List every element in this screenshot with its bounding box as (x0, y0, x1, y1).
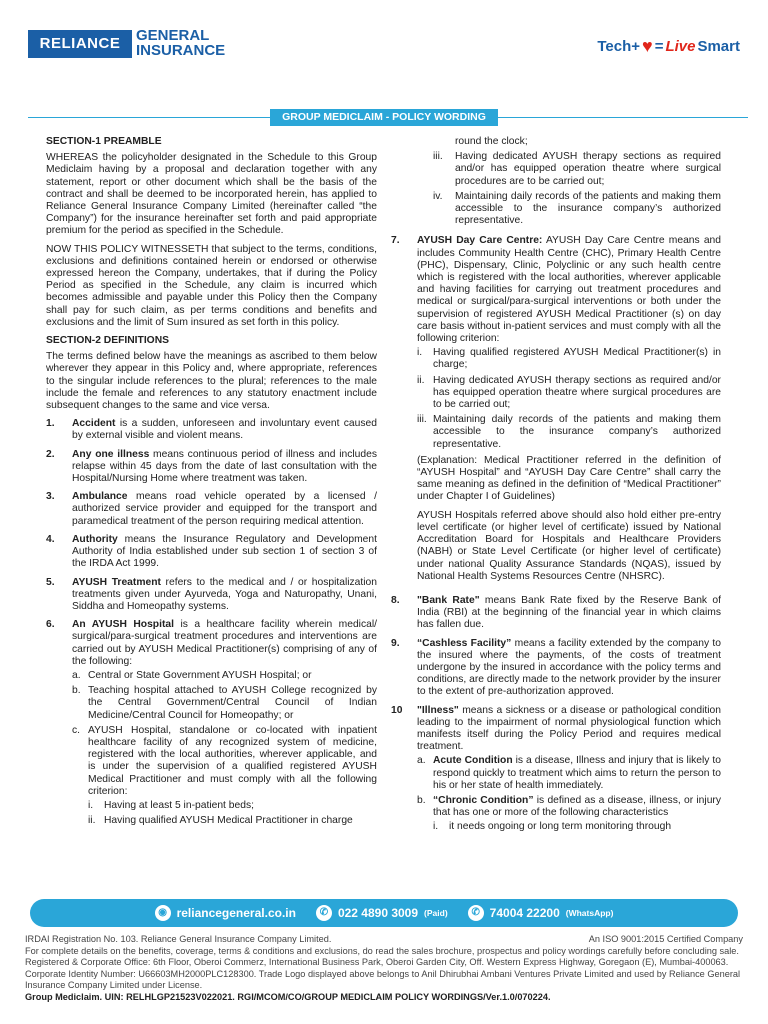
sub-sub-item (433, 821, 721, 833)
definition-text: means a facility extended by the company to the insured where the payments, of the costs of treatment undergone by the insured in accordance with the policy terms and conditions, are directly made to the network provider by the insurer to the extent of pre-authorization approved. (417, 637, 721, 698)
sub-item (72, 670, 377, 682)
divider-right (498, 117, 748, 118)
section-2-title: SECTION-2 DEFINITIONS (46, 335, 169, 347)
logo-line-general: GENERAL (136, 27, 210, 44)
sub-item-letter: b. (417, 794, 426, 806)
sub-item (417, 414, 721, 451)
preamble-paragraph-2: NOW THIS POLICY WITNESSETH that subject to the terms, conditions, exclusions and definitions contained herein or endorsed or otherwise expressed hereon the Company, undertakes, that if during the Policy Period as specified in the Schedule, any claim is incurred which becomes admissible and payable under this Policy then the Company shall pay for such claim, as per terms conditions and benefits and exclusions and the limit of Sum insured as set forth in this policy. (46, 243, 377, 328)
sub-sub-item-text: Having dedicated AYUSH therapy sections as required and/or has equipped operation theatre where surgical procedures are to be carried out; (455, 151, 721, 187)
irdai-registration: IRDAI Registration No. 103. Reliance General Insurance Company Limited. (25, 934, 332, 944)
sub-item-numeral: i. (417, 347, 423, 359)
definition-number: 1. (46, 418, 55, 430)
definition-item (46, 418, 377, 442)
tagline-tech: Tech+ (597, 38, 640, 55)
definition-number: 4. (46, 533, 55, 545)
definition-number: 6. (46, 619, 55, 631)
sub-item-numeral: iii. (417, 414, 427, 426)
sub-sub-item-text: Maintaining daily records of the patients and making them accessible to the insurance company’s authorized representative. (455, 190, 721, 227)
whatsapp-note: (WhatsApp) (565, 908, 614, 918)
phone-icon: ✆ (316, 905, 332, 921)
definition-number: 7. (391, 235, 400, 247)
explanation-paragraph: (Explanation: Medical Practitioner referred in the definition of “AYUSH Hospital” and “AYUSH Day Care Centre” shall carry the same meaning as defined in the definition of “Medical Practitioner” under Chapter I of Guidelines) (417, 454, 721, 503)
definition-text: is a sudden, unforeseen and involuntary event caused by external visible and violent means. (72, 418, 377, 442)
definition-number: 3. (46, 491, 55, 503)
definition-item (391, 235, 721, 588)
definitions-intro: The terms defined below have the meanings as ascribed to them below wherever they appear in this Policy and, where appropriate, references to the singular include references to the plural; references to the male include the female and references to any statutory enactment include subsequent changes to the same and vice versa. (46, 351, 377, 412)
definition-text: means a sickness or a disease or pathological condition leading to the impairment of normal physiological function which manifests itself during the Policy Period and requires medical treatment. (417, 704, 721, 753)
sub-sub-item-text: it needs ongoing or long term monitoring through (449, 821, 672, 833)
divider-left (28, 117, 270, 118)
tagline-live: Live (665, 38, 696, 55)
definition-term: Ambulance (72, 491, 128, 503)
sub-sub-item-numeral: iv. (433, 190, 443, 202)
phone-number[interactable]: 022 4890 3009 (337, 906, 419, 920)
tagline-smart: Smart (697, 38, 740, 55)
sub-sub-item (88, 800, 377, 812)
definition-number: 5. (46, 576, 55, 588)
sub-item (417, 755, 721, 792)
sub-item-letter: a. (72, 669, 81, 681)
definition-item (391, 638, 721, 699)
page-header (0, 0, 768, 95)
definition-text: AYUSH Day Care Centre means and includes Community Health Centre (CHC), Primary Health Centre (PHC), Dispensary, Clinic, Polyclinic or any such health centre which is registered with the local authorities, wherever applicable and having facilities for carrying out treatment procedures and medical or surgical/para-surgical interventions or both under the supervision of registered AYUSH Medical Practitioner (s) on day care basis without in-patient services and must comply with all the following criterion: (417, 235, 722, 345)
right-column (391, 136, 721, 846)
definition-text: means Bank Rate fixed by the Reserve Bank of India (RBI) at the beginning of the financial year in which claims has fallen due. (417, 594, 721, 631)
definition-term: Authority (72, 533, 118, 545)
tagline-equals: = (654, 38, 664, 55)
sub-item-text: AYUSH Hospital, standalone or co-located with inpatient healthcare facility of any recognized system of medicine, registered with the local authorities, wherever applicable, and is under the supervision of a qualified registered AYUSH Medical Practitioner and must comply with all the following criterion: (88, 724, 377, 797)
definition-item (391, 705, 721, 840)
general-insurance-logo-text (136, 28, 225, 58)
sub-item-text: Having dedicated AYUSH therapy sections as required and/or has equipped operation theatre where surgical procedures are to be carried out; (433, 374, 721, 411)
definition-item (46, 449, 377, 486)
whatsapp-contact[interactable] (468, 905, 614, 921)
sub-sub-item (433, 191, 721, 228)
definition-item (46, 491, 377, 528)
sub-item-text: is a disease, Illness and injury that is likely to respond quickly to treatment which aims to return the person to his or her state of health immediately. (433, 755, 721, 791)
preamble-paragraph-1: WHEREAS the policyholder designated in the Schedule to this Group Mediclaim having by a proposal and declaration together with any statement, report or other document which shall be the basis of the contract and shall be deemed to be incorporated herein, has applied to Reliance General Insurance Company Limited (hereinafter called “the Company”) for the insurance hereinafter set forth and paid appropriate premium for the period as specified in the Schedule. (46, 152, 377, 237)
sub-sub-item-numeral: ii. (88, 815, 96, 827)
definition-term: "Illness" (417, 704, 459, 716)
contact-bar (30, 899, 738, 927)
definition-text: means continuous period of illness and includes relapse within 45 days from the date of last consultation with the Hospital/Nursing Home where treatment was taken. (72, 448, 377, 485)
sub-item (72, 685, 377, 722)
sub-item-term: “Chronic Condition” (433, 794, 534, 806)
sub-item-text: Maintaining daily records of the patients and making them accessible to the insurance company’s authorized representative. (433, 414, 721, 450)
heart-icon: ♥ (642, 36, 653, 56)
sub-item-text: is defined as a disease, illness, or injury that has one or more of the following characteristics (433, 794, 722, 819)
definition-item (46, 534, 377, 571)
sub-item (417, 795, 721, 837)
globe-icon: ◉ (155, 905, 171, 921)
section-1-title: SECTION-1 PREAMBLE (46, 136, 162, 147)
whatsapp-icon: ✆ (468, 905, 484, 921)
definition-number: 10 (391, 704, 403, 716)
sub-item-numeral: ii. (417, 374, 425, 386)
sub-sub-item (433, 151, 721, 188)
definition-text: means road vehicle operated by a licensed / authorized service provider and equipped for the transport and paramedical treatment of the person requiring medical attention. (72, 491, 377, 527)
iso-certification: An ISO 9001:2015 Certified Company (588, 934, 743, 944)
definition-number: 8. (391, 594, 400, 606)
phone-note: (Paid) (424, 908, 448, 918)
footer-uin: Group Mediclaim. UIN: RELHLGP21523V022021. RGI/MCOM/CO/GROUP MEDICLAIM POLICY WORDINGS/Ver.1.0/070224. (25, 991, 551, 1002)
definition-term: An AYUSH Hospital (72, 619, 174, 631)
definition-term: “Cashless Facility” (417, 637, 512, 649)
definition-text: is a healthcare facility wherein medical/ surgical/para-surgical treatment procedures and interventions are carried out by AYUSH Medical Practitioner(s) comprising of any of the following: (72, 619, 377, 667)
sub-sub-item-numeral: i. (433, 821, 439, 833)
definition-term: Accident (72, 418, 116, 430)
phone-contact[interactable] (316, 905, 448, 921)
definition-item (391, 595, 721, 632)
definition-text: means the Insurance Regulatory and Development Authority of India established under sub section 1 of section 3 of the IRDA Act 1999. (72, 533, 377, 570)
definition-term: Any one illness (72, 448, 150, 460)
sub-sub-item (88, 815, 377, 827)
logo-line-insurance: INSURANCE (136, 42, 226, 59)
sub-item-text: Teaching hospital attached to AYUSH College recognized by the Central Government/Central Council of Indian Medicine/Central Council for Homeopathy; or (88, 685, 377, 721)
definition-term: AYUSH Day Care Centre: (417, 235, 543, 247)
sub-sub-item-numeral: iii. (433, 151, 443, 163)
sub-item-letter: c. (72, 724, 81, 736)
sub-item (417, 375, 721, 412)
definition-item (46, 619, 377, 833)
definition-text: refers to the medical and / or hospitalization treatments given under Ayurveda, Yoga and Naturopathy, Unani, Siddha and Homeopathy systems. (72, 576, 378, 612)
whatsapp-number[interactable]: 74004 22200 (489, 906, 560, 920)
sub-sub-item-text: Having at least 5 in-patient beds; (104, 799, 254, 811)
sub-item-term: Acute Condition (433, 755, 513, 767)
definition-term: AYUSH Treatment (72, 576, 161, 588)
sub-sub-item-text: Having qualified AYUSH Medical Practitioner in charge (104, 815, 353, 827)
sub-item-letter: b. (72, 685, 81, 697)
definition-item (46, 577, 377, 614)
website-link[interactable]: reliancegeneral.co.in (176, 906, 296, 920)
definition-number: 2. (46, 448, 55, 460)
sub-sub-item-numeral: i. (88, 799, 94, 811)
left-column (46, 136, 377, 839)
continued-text: round the clock; (455, 136, 528, 147)
sub-item-letter: a. (417, 755, 426, 767)
footer-top-row (25, 934, 743, 946)
document-title-banner: GROUP MEDICLAIM - POLICY WORDING (270, 109, 498, 126)
accreditation-paragraph: AYUSH Hospitals referred above should also hold either pre-entry level certificate (or higher level of certificate) issued by National Accreditation Board for Hospitals and Healthcare Providers (NABH) or State Level Certificate (or higher level of certificate) under national Quality Assurance Standards (NQAS), issued by National Health Systems Resources Centre (NHSRC). (417, 509, 721, 582)
reliance-logo: RELIANCE (28, 30, 132, 58)
sub-item (72, 725, 377, 831)
website-contact[interactable] (155, 905, 296, 921)
sub-item-text: Central or State Government AYUSH Hospital; or (88, 669, 312, 681)
sub-item-text: Having qualified registered AYUSH Medical Practitioner(s) in charge; (433, 347, 721, 371)
footer-disclaimer: For complete details on the benefits, coverage, terms & conditions and exclusions, do read the sales brochure, prospectus and policy wordings carefully before concluding sale. Registered & Corporate Office: 6th Floor, Oberoi Commerz, International Business Park, Oberoi Garden City, Off. Western Express Highway, Goregaon (E), Mumbai-400063. Corporate Identity Number: U66603MH2000PLC128300. Trade Logo displayed above belongs to Anil Dhirubhai Ambani Ventures Private Limited and used by Reliance General Insurance Company Limited under License. (25, 945, 741, 991)
definition-number: 9. (391, 637, 400, 649)
sub-item (417, 347, 721, 371)
footer-legal (25, 934, 743, 1004)
definition-term: "Bank Rate" (417, 594, 480, 606)
tagline (597, 36, 740, 57)
